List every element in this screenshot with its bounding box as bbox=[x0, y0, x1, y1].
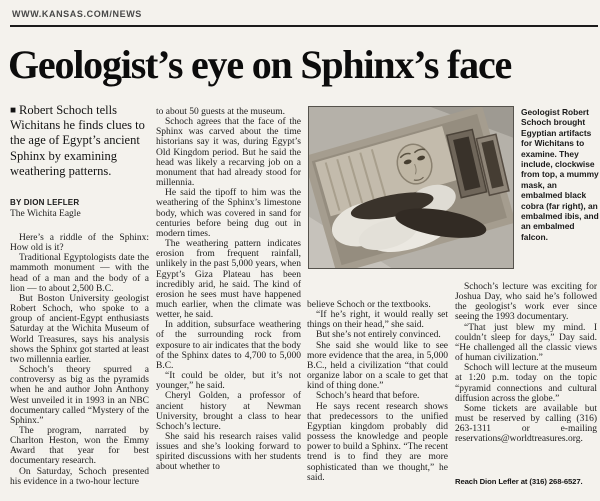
article-headline: Geologist’s eye on Sphinx’s face bbox=[8, 42, 512, 87]
article-paragraph: Traditional Egyptologists date the mammoth monument — with the head of a man and the body of a lion — to about 2,500 B.C. bbox=[10, 253, 149, 294]
article-paragraph: On Saturday, Schoch presented his evidence in a two-hour lecture bbox=[10, 466, 149, 487]
article-paragraph: But she’s not entirely convinced. bbox=[316, 330, 441, 341]
article-paragraph: But Boston University geologist Robert Schoch, who spoke to a group of ancient-Egypt enthusiasts Saturday at the Wichita Museum of World Treasures, says his analysis shows the Sphinx got started at least two millennia earlier. bbox=[10, 293, 149, 365]
photo-illustration bbox=[308, 106, 514, 269]
photo-caption: Geologist Robert Schoch brought Egyptian artifacts for Wichitans to examine. They include, clockwise from top, a mummy mask, an embalmed black cobra (far right), an embalmed ibis, and an embalmed falcon. bbox=[521, 107, 599, 242]
article-column-2 bbox=[156, 107, 301, 473]
article-column-3 bbox=[307, 300, 448, 483]
article-paragraph: Cheryl Golden, a professor of ancient history at Newman University, brought a class to hear Schoch’s lecture. bbox=[156, 391, 301, 432]
byline-publication: The Wichita Eagle bbox=[10, 209, 81, 219]
article-paragraph: He says recent research shows that predecessors to the unified Egyptian kingdom probably did possess the knowledge and people power to build a Sphinx. “The recent trend is to find they are more sophisticated than we thought,” he said. bbox=[307, 401, 448, 483]
article-paragraph: Schoch’s heard that before. bbox=[316, 391, 420, 402]
site-kicker: WWW.KANSAS.COM/NEWS bbox=[12, 9, 142, 19]
article-paragraph: to about 50 guests at the museum. bbox=[156, 107, 286, 117]
article-paragraph: Some tickets are available but must be reserved by calling (316) 263-1311 or e-mailing reservations@worldtreasures.org. bbox=[455, 403, 597, 445]
article-paragraph: He said the tipoff to him was the weathering of the Sphinx’s limestone body, which was covered in sand for centuries before being dug out in modern times. bbox=[156, 188, 301, 239]
article-paragraph: The program, narrated by Charlton Heston, won the Emmy Award that year for best documentary research. bbox=[10, 425, 149, 467]
article-paragraph: “It could be older, but it’s not younger,” he said. bbox=[156, 371, 301, 392]
article-paragraph: Schoch’s theory spurred a controversy as big as the pyramids when he and author John Anthony West unveiled it in 1993 in an NBC documentary called “Mystery of the Sphinx.” bbox=[10, 365, 149, 426]
article-column-4 bbox=[455, 282, 597, 445]
article-paragraph: Schoch’s lecture was exciting for Joshua Day, who said he’s followed the geologist’s work ever since seeing the 1993 documentary. bbox=[455, 282, 597, 323]
masthead-rule bbox=[10, 25, 598, 27]
article-paragraph: “If he’s right, it would really set things on their head,” she said. bbox=[307, 310, 448, 331]
byline-author: BY DION LEFLER bbox=[10, 198, 80, 207]
bullet-square-icon: ■ bbox=[10, 105, 17, 116]
article-paragraph: Schoch will lecture at the museum at 1:20 p.m. today on the topic “pyramid connections and cultural diffusion across the globe.” bbox=[455, 363, 597, 404]
article-paragraph: She said she would like to see more evidence that the area, in 5,000 B.C., held a civilization “that could organize labor on a scale to get that kind of thing done.” bbox=[307, 340, 448, 392]
intro-summary bbox=[10, 103, 151, 179]
article-paragraph: Here’s a riddle of the Sphinx: How old is it? bbox=[10, 233, 149, 254]
article-paragraph: The weathering pattern indicates erosion from frequent rainfall, unlikely in the past 5,000 years, when Egypt’s Giza Plateau has been incredibly arid, he said. The kind of erosion he sees must have happened much earlier, when the climate was wetter, he said. bbox=[156, 239, 301, 321]
footer-contact: Reach Dion Lefler at (316) 268-6527. bbox=[455, 477, 583, 486]
article-column-1 bbox=[10, 233, 149, 487]
article-paragraph: She said his research raises valid issues and she’s looking forward to spirited discussions with her students about whether to bbox=[156, 432, 301, 473]
mummy-artifacts-photo bbox=[308, 106, 514, 269]
article-paragraph: Schoch agrees that the face of the Sphinx was carved about the time historians say it was, during Egypt’s Old Kingdom period. But he said the head was likely a recarving job on a monument that had already stood for millennia. bbox=[156, 117, 301, 189]
intro-summary-text: Robert Schoch tells Wichitans he finds clues to the age of Egypt’s ancient Sphinx by examining weathering patterns. bbox=[10, 103, 145, 178]
article-paragraph: believe Schoch or the textbooks. bbox=[307, 300, 431, 310]
article-paragraph: In addition, subsurface weathering of the surrounding rock from exposure to air indicates that the body of the Sphinx dates to 4,700 to 5,000 B.C. bbox=[156, 320, 301, 371]
article-paragraph: “That just blew my mind. I couldn’t sleep for days,” Day said. “He challenged all the classic views of human civilization.” bbox=[455, 322, 597, 364]
